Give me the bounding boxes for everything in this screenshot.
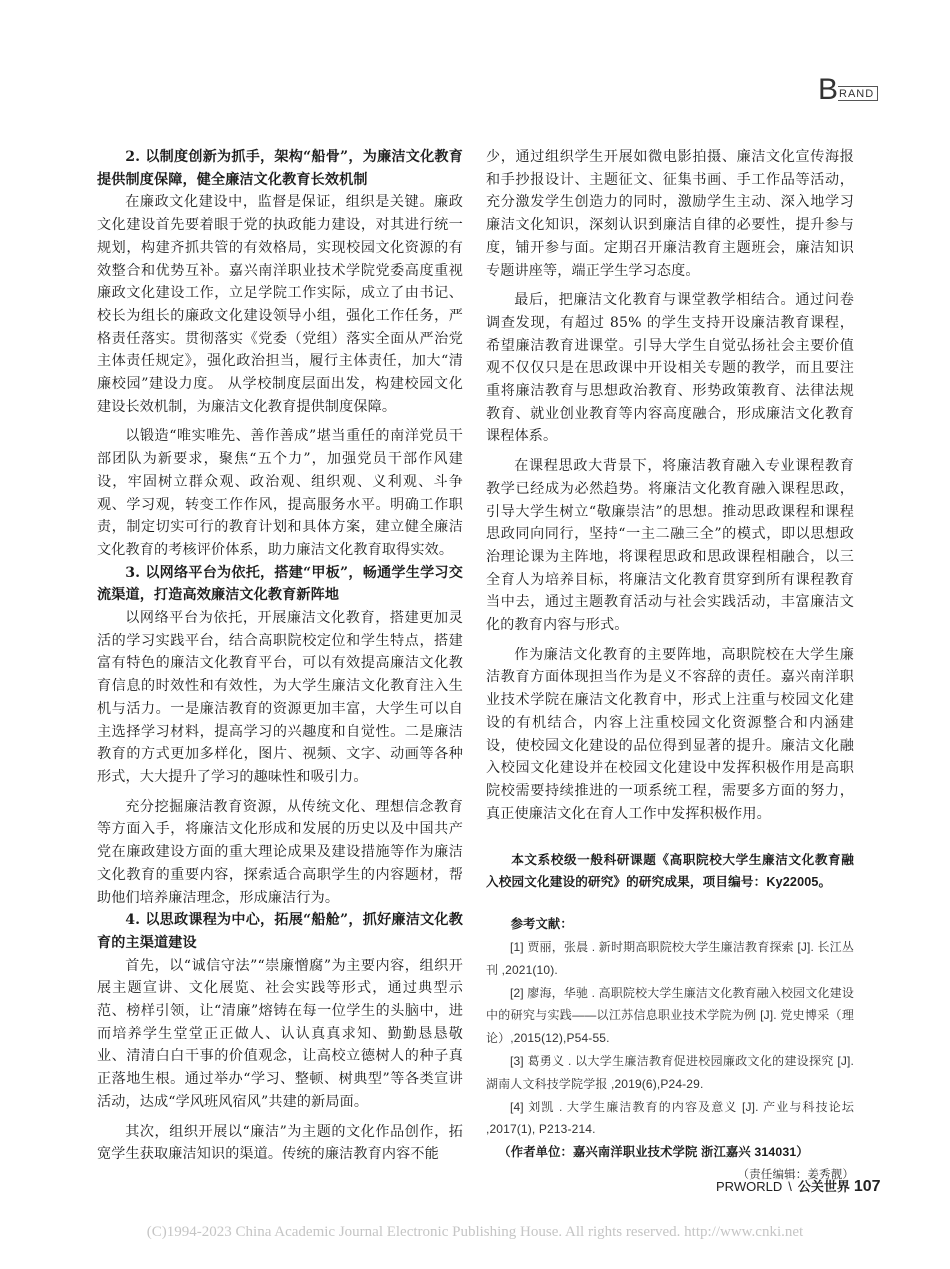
page-number: 107 [853, 1178, 881, 1195]
author-unit: （作者单位：嘉兴南洋职业技术学院 浙江嘉兴 314031） [498, 1145, 809, 1160]
brand-logo [818, 73, 878, 106]
body-paragraph: 首先，以“诚信守法”“崇廉憎腐”为主要内容，组织开展主题宣讲、文化展览、社会实践等形式，通过典型示范、榜样引领，让“清廉”熔铸在每一位学生的头脑中，进而培养学生堂堂正正做人、认认真真求知、勤勤恳恳敬业、清清白白干事的价值观念，让高校立德树人的种子真正落地生根。通过举办“学习、整顿、树典型”等各类宣讲活动，达成“学风班风宿风”共建的新局面。 [97, 957, 463, 1110]
body-paragraph: 在课程思政大背景下，将廉洁教育融入专业课程教育教学已经成为必然趋势。将廉洁文化教育融入课程思政，引导大学生树立“敬廉崇洁”的思想。推动思政课程和课程思政同向同行，坚持“一主二融三全”的模式，即以思想政治理论课为主阵地，将课程思政和思政课程相融合，以三全育人为培养目标，将廉洁文化教育贯穿到所有课程教育当中去，通过主题教育活动与社会实践活动，丰富廉洁文化的教育内容与形式。 [486, 458, 854, 634]
brand-initial: B [818, 73, 839, 106]
journal-name-cn: 公关世界 [797, 1179, 850, 1194]
editor-note: （责任编辑：姜秀靓） [737, 1167, 854, 1182]
section-heading-4: 4. 以思政课程为中心，拓展“船舱”，抓好廉洁文化教育的主渠道建设 [97, 912, 463, 951]
reference-item: [3] 葛勇义 . 以大学生廉洁教育促进校园廉政文化的建设探究 [J]. 湖南人文科技学院学报 ,2019(6),P24-29. [486, 1054, 854, 1091]
section-heading-2: 2. 以制度创新为抓手，架构“船骨”，为廉洁文化教育提供制度保障，健全廉洁文化教育长效机制 [97, 149, 463, 188]
reference-item: [2] 廖海，华驰 . 高职院校大学生廉洁文化教育融入校园文化建设中的研究与实践——以江苏信息职业技术学院为例 [J]. 党史博采（理论）,2015(12),P54-55. [486, 985, 854, 1046]
body-paragraph: 以网络平台为依托，开展廉洁文化教育，搭建更加灵活的学习实践平台，结合高职院校定位和学生特点，搭建富有特色的廉洁文化教育平台，可以有效提高廉洁文化教育信息的时效性和有效性，为大学生廉洁文化教育注入生机与活力。一是廉洁教育的资源更加丰富，大学生可以自主选择学习材料，提高学习的兴趣度和自觉性。二是廉洁教育的方式更加多样化，图片、视频、文字、动画等各种形式，大大提升了学习的趣味性和吸引力。 [97, 610, 463, 785]
body-paragraph-continued: 少，通过组织学生开展如微电影拍摄、廉洁文化宣传海报和手抄报设计、主题征文、征集书画、手工作品等活动，充分激发学生创造力的同时，激励学生主动、深入地学习廉洁文化知识，深刻认识到廉洁自律的必要性，提升参与度，铺开参与面。定期召开廉洁教育主题班会，廉洁知识专题讲座等，端正学生学习态度。 [486, 149, 854, 279]
journal-name-en: PRWORLD [716, 1179, 783, 1194]
body-paragraph: 在廉政文化建设中，监督是保证，组织是关键。廉政文化建设首先要着眼于党的执政能力建设，对其进行统一规划，构建齐抓共管的有效格局，实现校园文化资源的有效整合和优势互补。嘉兴南洋职业技术学院党委高度重视廉政文化建设工作，立足学院工作实际，成立了由书记、校长为组长的廉政文化建设领导小组，强化工作任务，严格责任落实。贯彻落实《党委（党组）落实全面从严治党主体责任规定》，强化政治担当，履行主体责任，加大“清廉校园”建设力度。 从学校制度层面出发，构建校园文化建设长效机制，为廉洁文化教育提供制度保障。 [97, 194, 463, 415]
body-paragraph: 最后，把廉洁文化教育与课堂教学相结合。通过问卷调查发现，有超过 85% 的学生支持开设廉洁教育课程，希望廉洁教育进课堂。引导大学生自觉弘扬社会主要价值观不仅仅只是在思政课中开设相关专题的教学，而且要注重将廉洁教育与思想政治教育、形势政策教育、法律法规教育、就业创业教育等内容高度融合，形成廉洁文化教育课程体系。 [486, 292, 854, 445]
reference-item: [4] 刘凯 . 大学生廉洁教育的内容及意义 [J]. 产业与科技论坛 ,2017(1), P213-214. [486, 1099, 854, 1137]
funding-note: 本文系校级一般科研课题《高职院校大学生廉洁文化教育融入校园文化建设的研究》的研究成果，项目编号：Ky22005。 [486, 853, 854, 890]
copyright-watermark: (C)1994-2023 China Academic Journal Electronic Publishing House. All rights reserved. http://www.cnki.net [146, 1224, 804, 1240]
brand-rest: RAND [838, 86, 878, 101]
page-footer [716, 1176, 881, 1196]
body-paragraph: 其次，组织开展以“廉洁”为主题的文化作品创作，拓宽学生获取廉洁知识的渠道。传统的廉洁教育内容不能 [97, 1123, 463, 1163]
body-paragraph: 以锻造“唯实唯先、善作善成”堪当重任的南洋党员干部团队为新要求，聚焦“五个力”，加强党员干部作风建设，牢固树立群众观、政治观、组织观、义利观、斗争观、学习观，转变工作作风，提高服务水平。明确工作职责，制定切实可行的教育计划和具体方案，建立健全廉洁文化教育的考核评价体系，助力廉洁文化教育取得实效。 [97, 428, 463, 558]
reference-item: [1] 贾丽，张晨 . 新时期高职院校大学生廉洁教育探索 [J]. 长江丛刊 ,2021(10). [486, 940, 854, 977]
body-paragraph: 充分挖掘廉洁教育资源，从传统文化、理想信念教育等方面入手，将廉洁文化形成和发展的历史以及中国共产党在廉政建设方面的重大理论成果及建设措施等作为廉洁文化教育的重要内容，探索适合高职学生的内容题材，帮助他们培养廉洁理念，形成廉洁行为。 [97, 798, 463, 906]
footer-separator: \ [788, 1179, 792, 1194]
section-heading-3: 3. 以网络平台为依托，搭建“甲板”，畅通学生学习交流渠道，打造高效廉洁文化教育新阵地 [97, 564, 463, 604]
body-paragraph: 作为廉洁文化教育的主要阵地，高职院校在大学生廉洁教育方面体现担当作为是义不容辞的责任。嘉兴南洋职业技术学院在廉洁文化教育中，形式上注重与校园文化建设的有机结合，内容上注重校园文化资源整合和内涵建设，使校园文化建设的品位得到显著的提升。廉洁文化融入校园文化建设并在校园文化建设中发挥积极作用是高职院校需要持续推进的一项系统工程，需要多方面的努力，真正使廉洁文化在育人工作中发挥积极作用。 [486, 646, 854, 822]
right-column [486, 146, 854, 1185]
left-column [97, 146, 463, 1166]
references-title: 参考文献： [510, 917, 573, 932]
